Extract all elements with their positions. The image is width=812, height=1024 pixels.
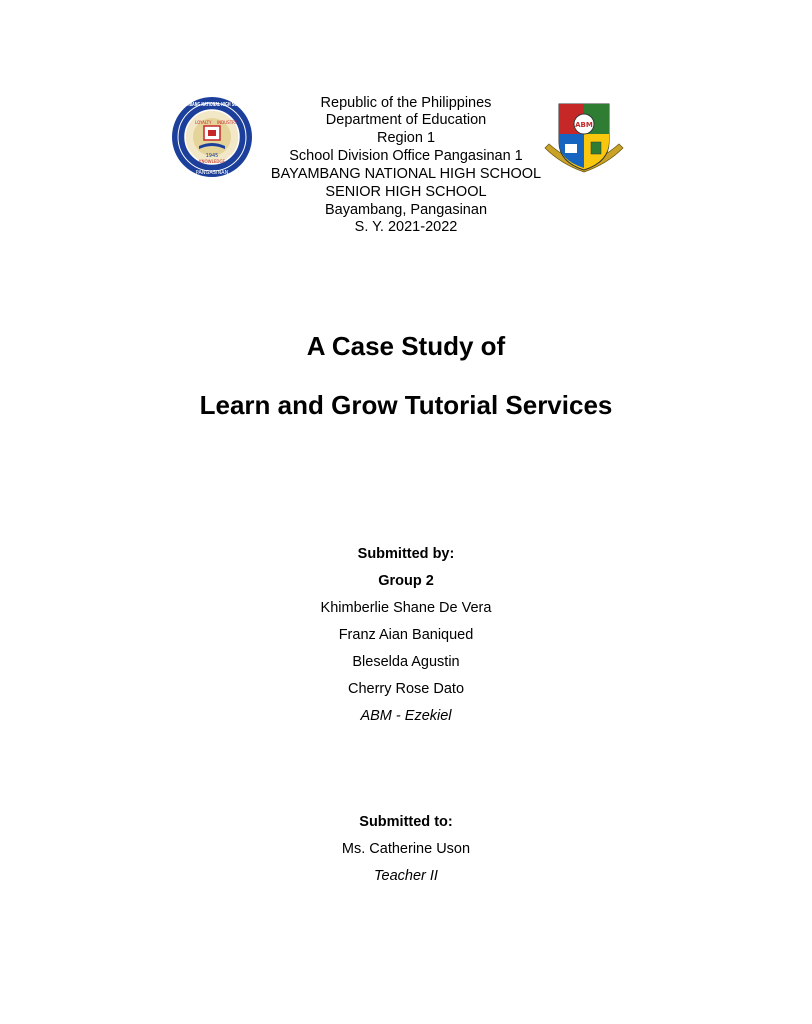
header-republic: Republic of the Philippines — [320, 95, 492, 111]
header-school-year: S. Y. 2021-2022 — [354, 219, 458, 235]
seal-word-2: INDUSTRY — [217, 120, 238, 125]
header-shs: SENIOR HIGH SCHOOL — [325, 184, 487, 200]
title-line-2: Learn and Grow Tutorial Services — [199, 390, 613, 420]
crest-badge-text: ABM — [575, 121, 593, 129]
seal-year: 1945 — [205, 153, 219, 159]
submitted-to-label: Submitted to: — [359, 814, 453, 830]
teacher-position: Teacher II — [374, 868, 438, 884]
header-division: School Division Office Pangasinan 1 — [289, 148, 523, 164]
header-department: Department of Education — [325, 112, 487, 128]
section-name: ABM - Ezekiel — [360, 708, 452, 724]
teacher-name: Ms. Catherine Uson — [341, 841, 471, 857]
title-line-1: A Case Study of — [306, 331, 506, 361]
member-4: Cherry Rose Dato — [347, 681, 465, 697]
seal-word-3: KNOWLEDGE — [198, 159, 226, 164]
seal-word-1: LOYALTY — [195, 120, 212, 125]
header-school-name: BAYAMBANG NATIONAL HIGH SCHOOL — [270, 166, 542, 182]
seal-ring-text: BAYAMBANG NATIONAL HIGH SCHOOL — [177, 102, 248, 108]
submitted-by-label: Submitted by: — [357, 546, 455, 562]
header-region: Region 1 — [376, 130, 436, 146]
member-2: Franz Aian Baniqued — [338, 627, 474, 643]
member-3: Bleselda Agustin — [352, 654, 460, 670]
header-address: Bayambang, Pangasinan — [324, 202, 488, 218]
member-1: Khimberlie Shane De Vera — [320, 600, 492, 616]
seal-bottom-text: PANGASINAN — [195, 170, 229, 176]
group-name: Group 2 — [378, 573, 434, 589]
